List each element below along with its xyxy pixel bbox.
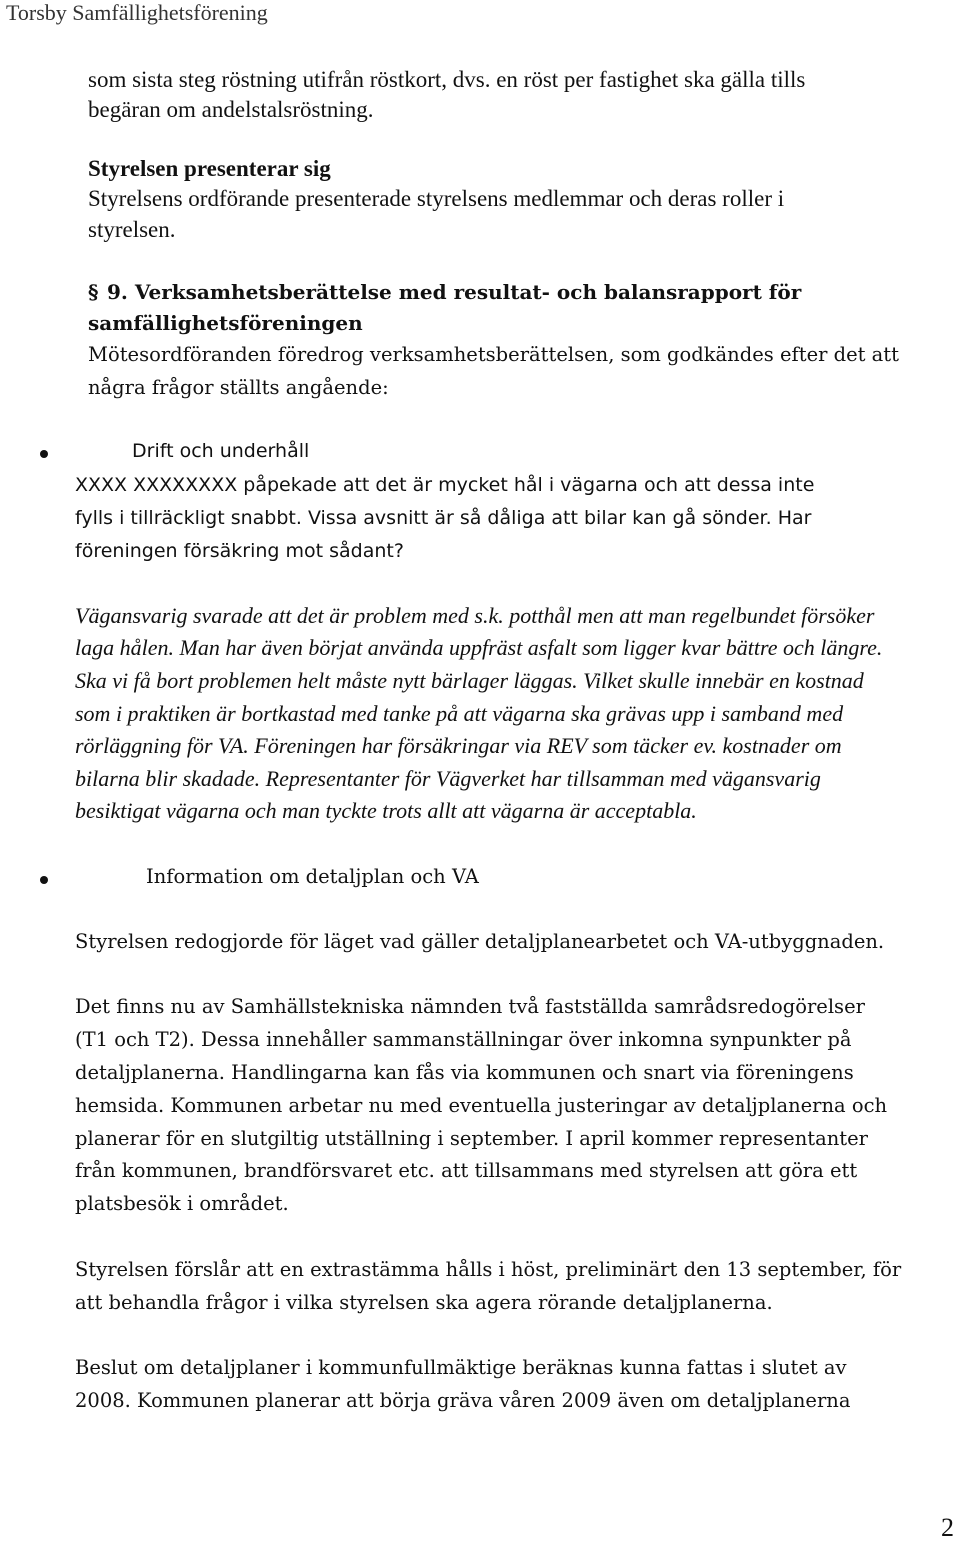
- bullet-dot-1: [40, 450, 48, 458]
- intro-line-1: som sista steg röstning utifrån röstkort, dvs. en röst per fastighet ska gälla tills: [88, 67, 806, 92]
- p2-line-1: Det finns nu av Samhällstekniska nämnden två fastställda samrådsredogörelser: [75, 995, 865, 1018]
- section9-heading-2: samfällighetsföreningen: [88, 311, 363, 335]
- section9-line-1: Mötesordföranden föredrog verksamhetsberättelsen, som godkändes efter det att: [88, 343, 899, 366]
- answer-line-2: laga hålen. Man har även börjat använda uppfräst asfalt som ligger kvar bättre och längre.: [75, 635, 883, 660]
- p2-line-4: hemsida. Kommunen arbetar nu med eventuella justeringar av detaljplanerna och: [75, 1094, 888, 1117]
- section9-line-2: några frågor ställts angående:: [88, 376, 389, 399]
- page-number: 2: [941, 1513, 954, 1542]
- answer-line-7: besiktigat vägarna och man tyckte trots allt att vägarna är acceptabla.: [75, 798, 697, 823]
- bullet1-title: Drift och underhåll: [132, 440, 310, 462]
- bullet1-line-2: fylls i tillräckligt snabbt. Vissa avsnitt är så dåliga att bilar kan gå sönder. Har: [75, 507, 812, 529]
- p4-line-1: Beslut om detaljplaner i kommunfullmäktige beräknas kunna fattas i slutet av: [75, 1356, 847, 1379]
- bullet1-line-3: föreningen försäkring mot sådant?: [75, 540, 404, 562]
- answer-line-4: som i praktiken är bortkastad med tanke på att vägarna ska grävas upp i samband med: [75, 701, 844, 726]
- p2-line-2: (T1 och T2). Dessa innehåller sammanställningar över inkomna synpunkter på: [75, 1028, 852, 1051]
- answer-line-5: rörläggning för VA. Föreningen har försäkringar via REV som täcker ev. kostnader om: [75, 733, 842, 758]
- bullet2-title: Information om detaljplan och VA: [146, 865, 479, 888]
- section9-heading-1: 9. Verksamhetsberättelse med resultat- och balansrapport för: [107, 280, 802, 304]
- bullet1-line-1: XXXX XXXXXXXX påpekade att det är mycket hål i vägarna och att dessa inte: [75, 474, 815, 496]
- document-header: Torsby Samfällighetsförening: [6, 0, 268, 25]
- board-line-2: styrelsen.: [88, 217, 176, 242]
- p2-line-6: från kommunen, brandförsvaret etc. att tillsammans med styrelsen att göra ett: [75, 1159, 858, 1182]
- board-line-1: Styrelsens ordförande presenterade styrelsens medlemmar och deras roller i: [88, 186, 785, 211]
- bullet2-p1: Styrelsen redogjorde för läget vad gäller detaljplanearbetet och VA-utbyggnaden.: [75, 930, 885, 953]
- p2-line-5: planerar för en slutgiltig utställning i september. I april kommer representanter: [75, 1127, 868, 1150]
- bullet-dot-2: [40, 876, 48, 884]
- board-heading: Styrelsen presenterar sig: [88, 156, 331, 181]
- p3-line-1: Styrelsen förslår att en extrastämma hålls i höst, preliminärt den 13 september, för: [75, 1258, 902, 1281]
- intro-line-2: begäran om andelstalsröstning.: [88, 97, 374, 122]
- p4-line-2: 2008. Kommunen planerar att börja gräva våren 2009 även om detaljplanerna: [75, 1389, 851, 1412]
- answer-line-6: bilarna blir skadade. Representanter för Vägverket har tillsamman med vägansvarig: [75, 766, 821, 791]
- answer-line-1: Vägansvarig svarade att det är problem med s.k. potthål men att man regelbundet försöker: [75, 603, 875, 628]
- section-symbol: §: [88, 280, 99, 304]
- p2-line-7: platsbesök i området.: [75, 1192, 289, 1215]
- answer-line-3: Ska vi få bort problemen helt måste nytt bärlager läggas. Vilket skulle innebär en kostnad: [75, 668, 864, 693]
- p3-line-2: att behandla frågor i vilka styrelsen ska agera rörande detaljplanerna.: [75, 1291, 773, 1314]
- p2-line-3: detaljplanerna. Handlingarna kan fås via kommunen och snart via föreningens: [75, 1061, 854, 1084]
